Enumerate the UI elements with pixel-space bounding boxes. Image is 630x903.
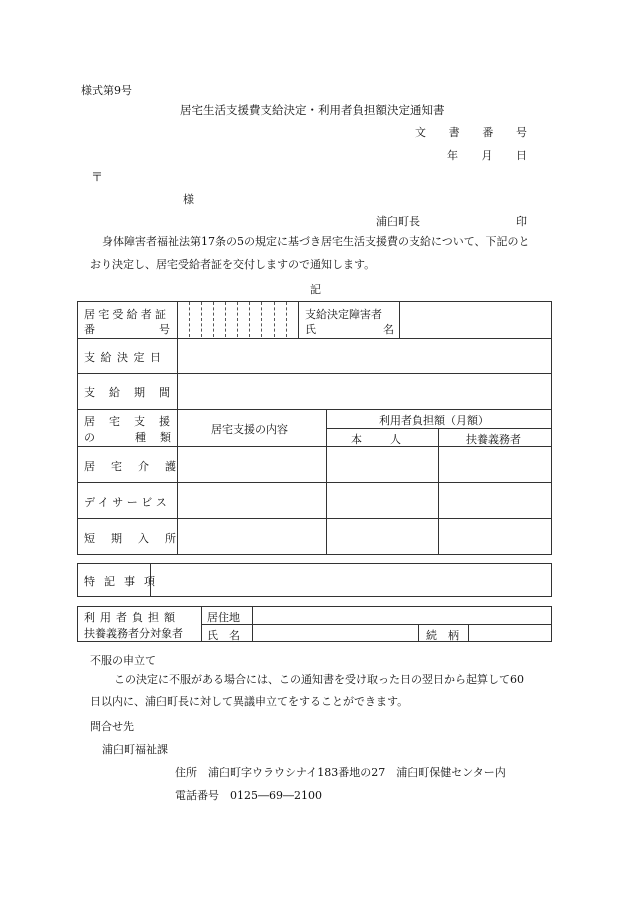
decided-person-label: 支給決定障害者 <box>305 308 382 321</box>
form-number: 様式第9号 <box>81 84 132 97</box>
table-rule <box>298 301 299 338</box>
row-label-day-service: デイサービス <box>84 496 171 509</box>
label-char: 氏 <box>305 323 316 336</box>
recipient-number-label-2 <box>84 321 170 337</box>
label-char: 名 <box>383 323 394 336</box>
supporter-header: 扶養義務者 <box>466 433 521 446</box>
label-char: の <box>84 431 95 444</box>
ki-label: 記 <box>310 283 321 296</box>
label-char: 種類 <box>135 431 185 444</box>
support-content-header: 居宅支援の内容 <box>211 423 288 436</box>
table-rule <box>326 428 552 429</box>
recipient-number-label: 居宅受給者証 <box>84 308 170 321</box>
digit-separator <box>189 302 190 337</box>
decided-person-value[interactable] <box>400 302 551 337</box>
document-number-label <box>415 124 527 140</box>
issuer-name: 浦臼町長 <box>376 215 420 228</box>
contact-phone: 電話番号 0125―69―2100 <box>175 789 322 802</box>
digit-separator <box>237 302 238 337</box>
obligor-name-label: 氏 名 <box>207 629 240 642</box>
table-rule <box>77 482 552 483</box>
table-rule <box>77 338 552 339</box>
table-rule <box>77 409 552 410</box>
decided-person-label-2 <box>305 321 394 337</box>
doc-number-char: 号 <box>515 126 527 139</box>
obligor-label-2: 扶養義務者分対象者 <box>84 627 183 640</box>
decision-date-label: 支給決定日 <box>84 351 167 364</box>
recipient-honorific: 様 <box>183 193 194 206</box>
doc-number-char: 番 <box>482 126 494 139</box>
obligor-label-1: 利用者負担額 <box>84 611 180 624</box>
body-line-2: おり決定し、居宅受給者証を交付しますので通知します。 <box>90 258 376 271</box>
date-label <box>447 147 527 163</box>
row-label-short-stay: 短期入所 <box>84 532 192 545</box>
self-header: 本 人 <box>351 433 403 446</box>
doc-number-char: 書 <box>448 126 460 139</box>
appeal-line-1: この決定に不服がある場合には、この通知書を受け取った日の翌日から起算して60 <box>114 673 524 686</box>
obligor-relation-label: 続 柄 <box>426 629 459 642</box>
digit-separator <box>274 302 275 337</box>
special-notes-label: 特記事項 <box>84 575 164 588</box>
table-rule <box>418 624 419 642</box>
digit-separator <box>249 302 250 337</box>
table-rule <box>77 373 552 374</box>
table-rule <box>77 518 552 519</box>
period-label: 支給期間 <box>84 386 184 399</box>
appeal-heading: 不服の申立て <box>90 654 156 667</box>
burden-header: 利用者負担額（月額） <box>379 414 489 427</box>
contact-department: 浦臼町福祉課 <box>102 743 168 756</box>
digit-separator <box>225 302 226 337</box>
support-type-label-2 <box>84 429 185 445</box>
doc-number-char: 文 <box>415 126 426 139</box>
date-day-char: 日 <box>516 149 527 162</box>
appeal-line-2: 日以内に、浦臼町長に対して異議申立てをすることができます。 <box>90 695 409 708</box>
digit-separator <box>201 302 202 337</box>
digit-separator <box>261 302 262 337</box>
postal-mark: 〒 <box>91 170 104 184</box>
table-rule <box>438 428 439 555</box>
table-rule <box>468 624 469 642</box>
date-month-char: 月 <box>481 149 493 162</box>
support-type-label: 居宅支援 <box>84 415 184 428</box>
label-char: 号 <box>159 323 170 336</box>
body-line-1: 身体障害者福祉法第17条の5の規定に基づき居宅生活支援費の支給について、下記のと <box>102 235 530 248</box>
seal-mark: 印 <box>516 215 527 228</box>
obligor-address-label: 居住地 <box>207 611 240 624</box>
table-rule <box>326 409 327 555</box>
label-char: 番 <box>84 323 95 336</box>
digit-separator <box>286 302 287 337</box>
digit-separator <box>213 302 214 337</box>
document-title: 居宅生活支援費支給決定・利用者負担額決定通知書 <box>180 103 445 117</box>
contact-heading: 問合せ先 <box>90 720 134 733</box>
contact-address: 住所 浦臼町字ウラウシナイ183番地の27 浦臼町保健センター内 <box>175 766 506 779</box>
row-label-home-care: 居宅介護 <box>84 460 192 473</box>
date-year-char: 年 <box>447 149 458 162</box>
table-rule <box>201 624 552 625</box>
